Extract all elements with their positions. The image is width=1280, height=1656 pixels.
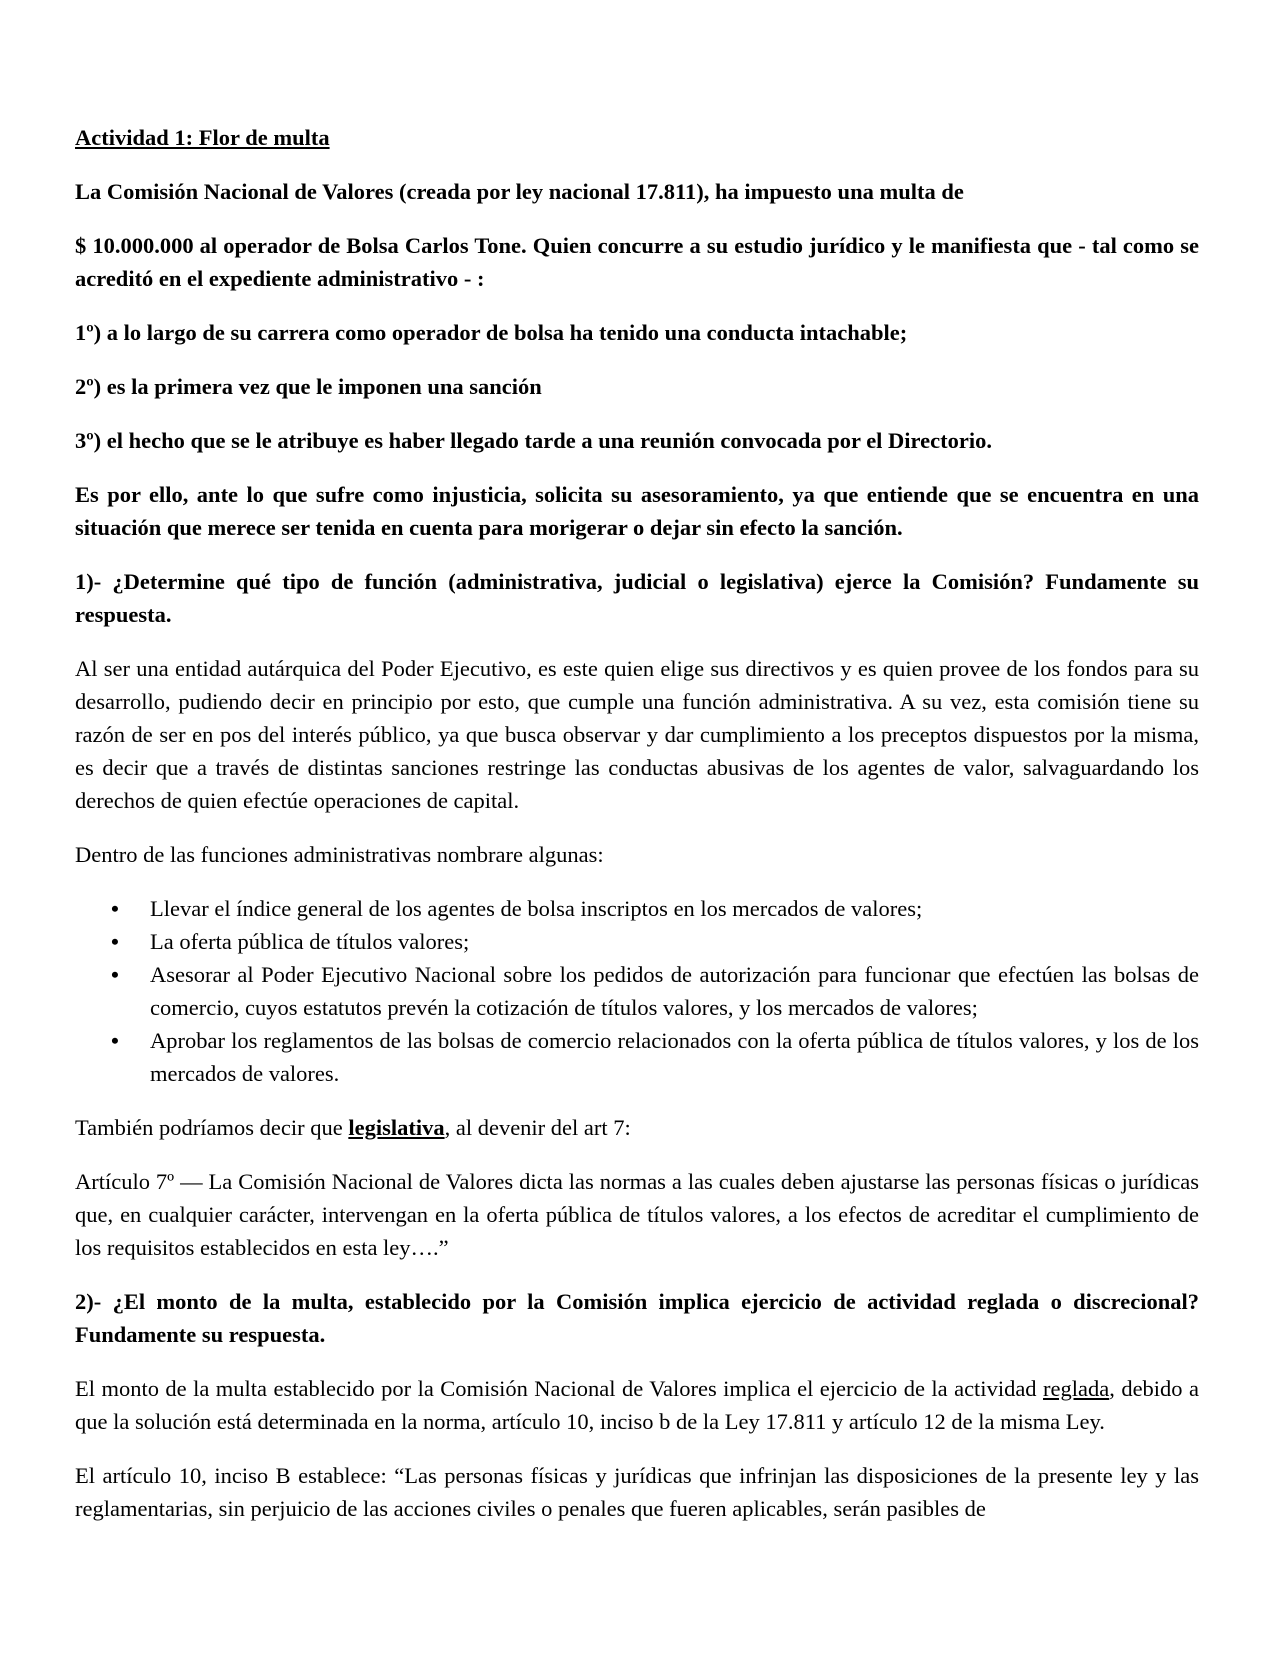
legislative-paragraph	[75, 1111, 1199, 1144]
question-2: 2)- ¿El monto de la multa, establecido por la Comisión implica ejercicio de actividad reglada o discrecional? Fundamente su respuesta.	[75, 1289, 1199, 1347]
functions-list	[75, 892, 1199, 1090]
intro-point-2: 2º) es la primera vez que le imponen una sanción	[75, 374, 542, 399]
list-item	[75, 892, 1199, 925]
list-intro: Dentro de las funciones administrativas nombrare algunas:	[75, 842, 604, 867]
list-item-text: Aprobar los reglamentos de las bolsas de comercio relacionados con la oferta pública de títulos valores, y los de los mercados de valores.	[150, 1028, 1199, 1086]
list-item-text: Asesorar al Poder Ejecutivo Nacional sobre los pedidos de autorización para funcionar que efectúen las bolsas de comercio, cuyos estatutos prevén la cotización de títulos valores, y los mercados de valores;	[150, 962, 1199, 1020]
list-item-text: Llevar el índice general de los agentes de bolsa inscriptos en los mercados de valores;	[150, 896, 923, 921]
intro-request: Es por ello, ante lo que sufre como injusticia, solicita su asesoramiento, ya que entiende que se encuentra en una situación que merece ser tenida en cuenta para morigerar o dejar sin efecto la sanción.	[75, 482, 1199, 540]
answer-2	[75, 1372, 1199, 1438]
article-7-quote: Artículo 7º — La Comisión Nacional de Valores dicta las normas a las cuales deben ajustarse las personas físicas o jurídicas que, en cualquier carácter, intervengan en la oferta pública de títulos valores, a los efectos de acreditar el cumplimiento de los requisitos establecidos en esta ley….”	[75, 1169, 1199, 1260]
reglada-keyword: reglada	[1043, 1376, 1110, 1401]
bullet-icon: •	[111, 896, 119, 921]
list-item	[75, 1024, 1199, 1090]
question-1: 1)- ¿Determine qué tipo de función (administrativa, judicial o legislativa) ejerce la Comisión? Fundamente su respuesta.	[75, 569, 1199, 627]
list-item	[75, 958, 1199, 1024]
list-item-text: La oferta pública de títulos valores;	[150, 929, 470, 954]
legislative-text-before: También podríamos decir que	[75, 1115, 349, 1140]
intro-paragraph-2: $ 10.000.000 al operador de Bolsa Carlos Tone. Quien concurre a su estudio jurídico y le manifiesta que - tal como se acreditó en el expediente administrativo - :	[75, 233, 1199, 291]
legislative-text-after: , al devenir del art 7:	[444, 1115, 631, 1140]
intro-point-1: 1º) a lo largo de su carrera como operador de bolsa ha tenido una conducta intachable;	[75, 320, 908, 345]
page-title: Actividad 1: Flor de multa	[75, 125, 330, 150]
answer-2-text-before: El monto de la multa establecido por la Comisión Nacional de Valores implica el ejercicio de la actividad	[75, 1376, 1044, 1401]
article-10-quote: El artículo 10, inciso B establece: “Las personas físicas y jurídicas que infrinjan las disposiciones de la presente ley y las reglamentarias, sin perjuicio de las acciones civiles o penales que fueren aplicables, serán pasibles de	[75, 1463, 1199, 1521]
legislative-keyword: legislativa	[348, 1115, 445, 1140]
intro-paragraph-1: La Comisión Nacional de Valores (creada por ley nacional 17.811), ha impuesto una multa de	[75, 179, 964, 204]
bullet-icon: •	[111, 962, 119, 987]
answer-1: Al ser una entidad autárquica del Poder Ejecutivo, es este quien elige sus directivos y es quien provee de los fondos para su desarrollo, pudiendo decir en principio por esto, que cumple una función administrativa. A su vez, esta comisión tiene su razón de ser en pos del interés público, ya que busca observar y dar cumplimiento a los preceptos dispuestos por la misma, es decir que a través de distintas sanciones restringe las conductas abusivas de los agentes de valor, salvaguardando los derechos de quien efectúe operaciones de capital.	[75, 656, 1199, 813]
list-item	[75, 925, 1199, 958]
intro-point-3: 3º) el hecho que se le atribuye es haber llegado tarde a una reunión convocada por el Directorio.	[75, 428, 992, 453]
answer-2-text-after: , debido a que la solución está determinada en la norma, artículo 10, inciso b de la Ley 17.811 y artículo 12 de la misma Ley.	[75, 1376, 1199, 1434]
document-page	[75, 121, 1199, 1546]
bullet-icon: •	[111, 1028, 119, 1053]
bullet-icon: •	[111, 929, 119, 954]
